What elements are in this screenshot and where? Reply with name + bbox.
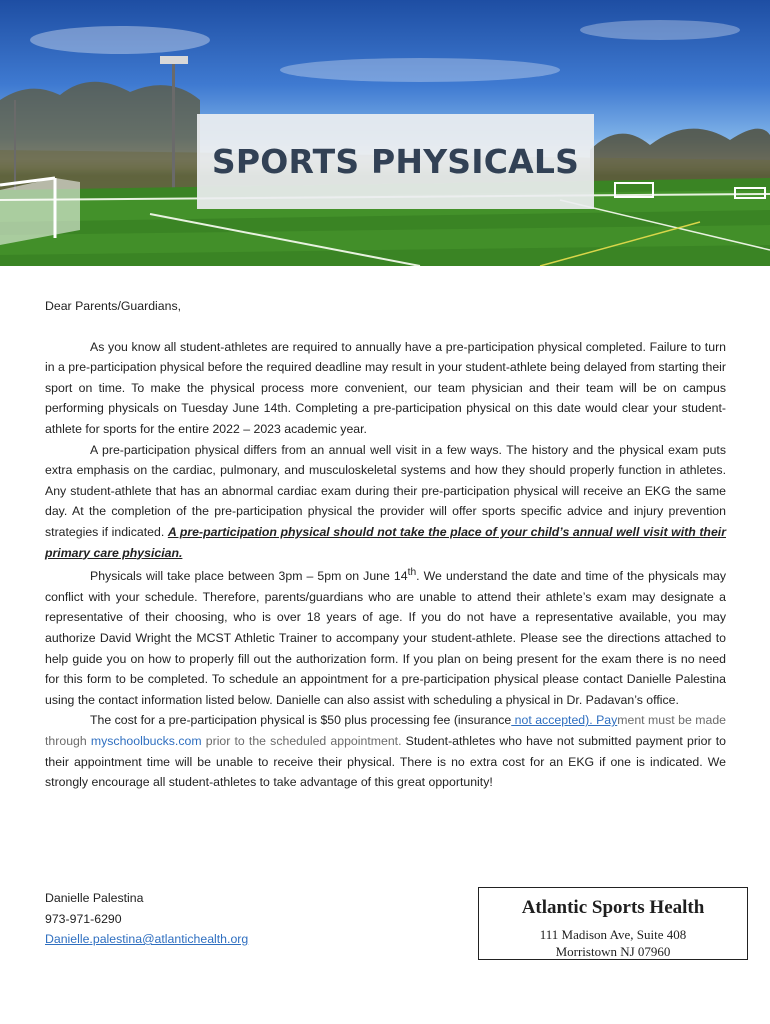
address-line-2: Morristown NJ 07960 [555,944,671,959]
hero-banner [0,0,770,266]
payment-text: ment must be made through [45,713,726,748]
address-line-1: 111 Madison Ave, Suite 408 [539,927,687,942]
payment-consequence-text: Student-athletes who have not submitted payment prior to their appointment time will be unable to receive their physical. There is no extra cost for an EKG if one is indicated. We strongly encourage all student-athletes to take advantage of this great opportunity! [45,733,727,790]
insurance-note-link[interactable]: not accepted). Pay [511,713,618,728]
date-suffix: th [407,567,417,579]
paragraph-2-text: A pre-participation physical differs from an annual well visit in a few ways. The history and the physical exam puts extra emphasis on the cardiac, pulmonary, and musculoskeletal systems and how they should properly function in athletes. Any student-athlete that has an abnormal cardiac exam during their pre-participation physical will receive an EKG the same day. At the completion of the pre-participation physical the provider will offer sports specific advice and injury prevention strategies if indicated. [45,442,726,539]
address-box [478,887,748,960]
signature-name: Danielle Palestina [45,891,144,905]
paragraph-3-part-a: Physicals will take place between 3pm – 5pm on June 14 [90,569,408,584]
paragraph-4 [45,710,726,792]
myschoolbucks-link[interactable]: myschoolbucks.com [90,733,202,748]
page-title: SPORTS PHYSICALS [211,142,580,181]
organization-name: Atlantic Sports Health [521,897,705,918]
paragraph-3 [45,563,726,710]
signature-block [45,888,248,950]
paragraph-2 [45,440,726,564]
paragraph-3-part-b: . We understand the date and time of the physicals may conflict with your schedule. Therefore, parents/guardians who are unable to attend their athlete’s exam may designate a representative of their choosing, who is over 18 years of age. If you do not have a representative available, you may authorize David Wright the MCST Athletic Trainer to accompany your student-athlete. Please see the directions attached to help guide you on how to properly fill out the authorization form. If you plan on being present for the exam there is no need for this form to be completed. To schedule an appointment for a pre-participation physical please contact Danielle Palestina using the contact information listed below. Danielle can also assist with scheduling a physical in Dr. Padavan’s office. [45,569,726,707]
greeting: Dear Parents/Guardians, [45,299,182,313]
signature-email-link[interactable]: Danielle.palestina@atlantichealth.org [45,932,249,946]
well-visit-emphasis: A pre-participation physical should not take the place of your child’s annual well visit with their primary care physician. [45,524,726,560]
letter-body [45,296,726,793]
payment-deadline-text: prior to the scheduled appointment. [201,733,406,748]
cost-text: The cost for a pre-participation physical is $50 plus processing fee (insurance [90,713,512,728]
title-box [197,114,594,209]
paragraph-1: As you know all student-athletes are required to annually have a pre-participation physical completed. Failure to turn in a pre-participation physical before the required deadline may result in your student-athlete being delayed from starting their sport on time. To make the physical process more convenient, our team physician and their team will be on campus performing physicals on Tuesday June 14th. Completing a pre-participation physical on this date would clear your student-athlete for sports for the entire 2022 – 2023 academic year. [45,339,726,436]
signature-phone: 973-971-6290 [45,911,122,926]
